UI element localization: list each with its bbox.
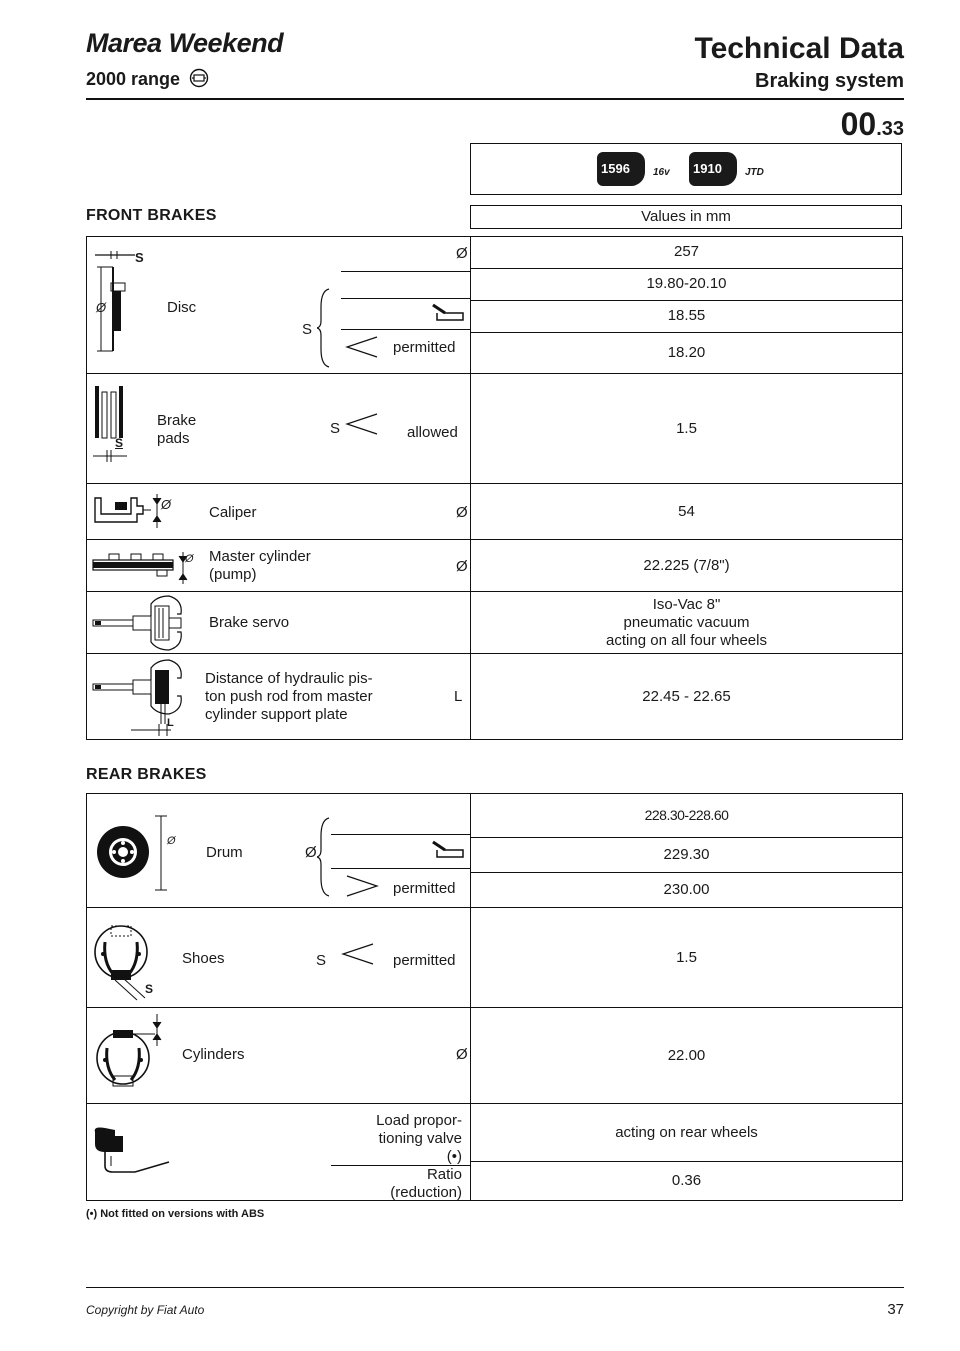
rear-brakes-table <box>86 793 903 1201</box>
table-row: Load propor- tioning valve (•) Ratio (reduction) acting on rear wheels 0.36 <box>87 1104 903 1201</box>
brace-icon <box>317 287 333 369</box>
push-rod-icon <box>91 658 201 736</box>
maximum-wear-icon <box>431 840 465 860</box>
caliper-icon <box>91 492 191 532</box>
proportioning-valve-icon <box>91 1126 181 1182</box>
minimum-wear-icon <box>431 303 465 323</box>
cylinders-label: Cylinders <box>182 1046 245 1063</box>
caliper-label: Caliper <box>209 504 257 521</box>
disc-min-thickness-value: 18.55 <box>471 300 902 332</box>
page-number: 37 <box>887 1301 904 1318</box>
shoes-label: Shoes <box>182 950 225 967</box>
push-rod-distance-value: 22.45 - 22.65 <box>471 654 903 740</box>
brake-servo-icon <box>91 594 201 652</box>
brake-servo-value: Iso-Vac 8" pneumatic vacuum acting on all four wheels <box>471 592 903 654</box>
section-subtitle: Braking system <box>755 70 904 92</box>
front-brakes-heading: FRONT BRAKES <box>86 207 217 224</box>
wheel-cylinder-icon <box>93 1012 173 1098</box>
table-row: L Distance of hydraulic pis- ton push rod from master cylinder support plate L 22.45 - 22.65 <box>87 654 903 740</box>
disc-permitted-value: 18.20 <box>471 332 902 373</box>
engine-variants-box: 1596 16v 1910 JTD <box>470 143 902 195</box>
less-than-icon <box>345 412 379 436</box>
engine-range-icon <box>189 68 209 88</box>
caliper-value: 54 <box>471 484 903 540</box>
drum-permitted-value: 230.00 <box>471 872 902 907</box>
brace-icon <box>317 816 333 898</box>
disc-thickness-value: 19.80-20.10 <box>471 268 902 300</box>
cylinders-value: 22.00 <box>471 1008 903 1104</box>
rear-brakes-heading: REAR BRAKES <box>86 766 207 783</box>
document-subtitle <box>86 68 209 90</box>
shoes-min-value: 1.5 <box>471 908 903 1008</box>
table-row: S Ø Disc S Ø permitted 257 19.80-20.10 18.55 18.20 <box>87 237 903 374</box>
less-than-icon <box>341 942 375 966</box>
less-than-icon <box>345 335 379 359</box>
table-row: S Brake pads S allowed 1.5 <box>87 374 903 484</box>
section-title: Technical Data <box>694 32 904 65</box>
footnote: (•) Not fitted on versions with ABS <box>86 1208 265 1220</box>
header-rule <box>86 98 904 100</box>
range-label: 2000 range <box>86 69 181 89</box>
front-brakes-table <box>86 236 903 740</box>
table-row: Ø Caliper Ø 54 <box>87 484 903 540</box>
table-row <box>87 592 903 654</box>
master-cylinder-value: 22.225 (7/8") <box>471 540 903 592</box>
table-row: Ø Master cylinder (pump) Ø 22.225 (7/8") <box>87 540 903 592</box>
drum-max-value: 229.30 <box>471 837 902 872</box>
copyright: Copyright by Fiat Auto <box>86 1303 205 1317</box>
disc-label: Disc <box>167 299 197 316</box>
document-title: Marea Weekend <box>86 28 284 58</box>
drum-label: Drum <box>206 844 243 861</box>
table-row: Ø Drum Ø permitted 228.30-228.60 229.30 230.00 <box>87 794 903 908</box>
greater-than-icon <box>345 874 379 898</box>
drum-diameter-value: 228.30-228.60 <box>644 807 729 824</box>
footer-rule <box>86 1287 904 1288</box>
valve-value: acting on rear wheels <box>615 1123 758 1141</box>
brake-drum-icon <box>93 812 177 894</box>
table-row: Cylinders Ø 22.00 <box>87 1008 903 1104</box>
brake-pads-icon <box>91 382 131 466</box>
pads-min-value: 1.5 <box>471 374 903 484</box>
table-row: S Shoes S permitted 1.5 <box>87 908 903 1008</box>
disc-diameter-value: 257 <box>673 243 700 261</box>
brake-servo-label: Brake servo <box>209 614 290 631</box>
ratio-value: 0.36 <box>471 1161 902 1200</box>
page-code: 00.33 <box>840 106 904 142</box>
values-header: Values in mm <box>470 205 902 229</box>
